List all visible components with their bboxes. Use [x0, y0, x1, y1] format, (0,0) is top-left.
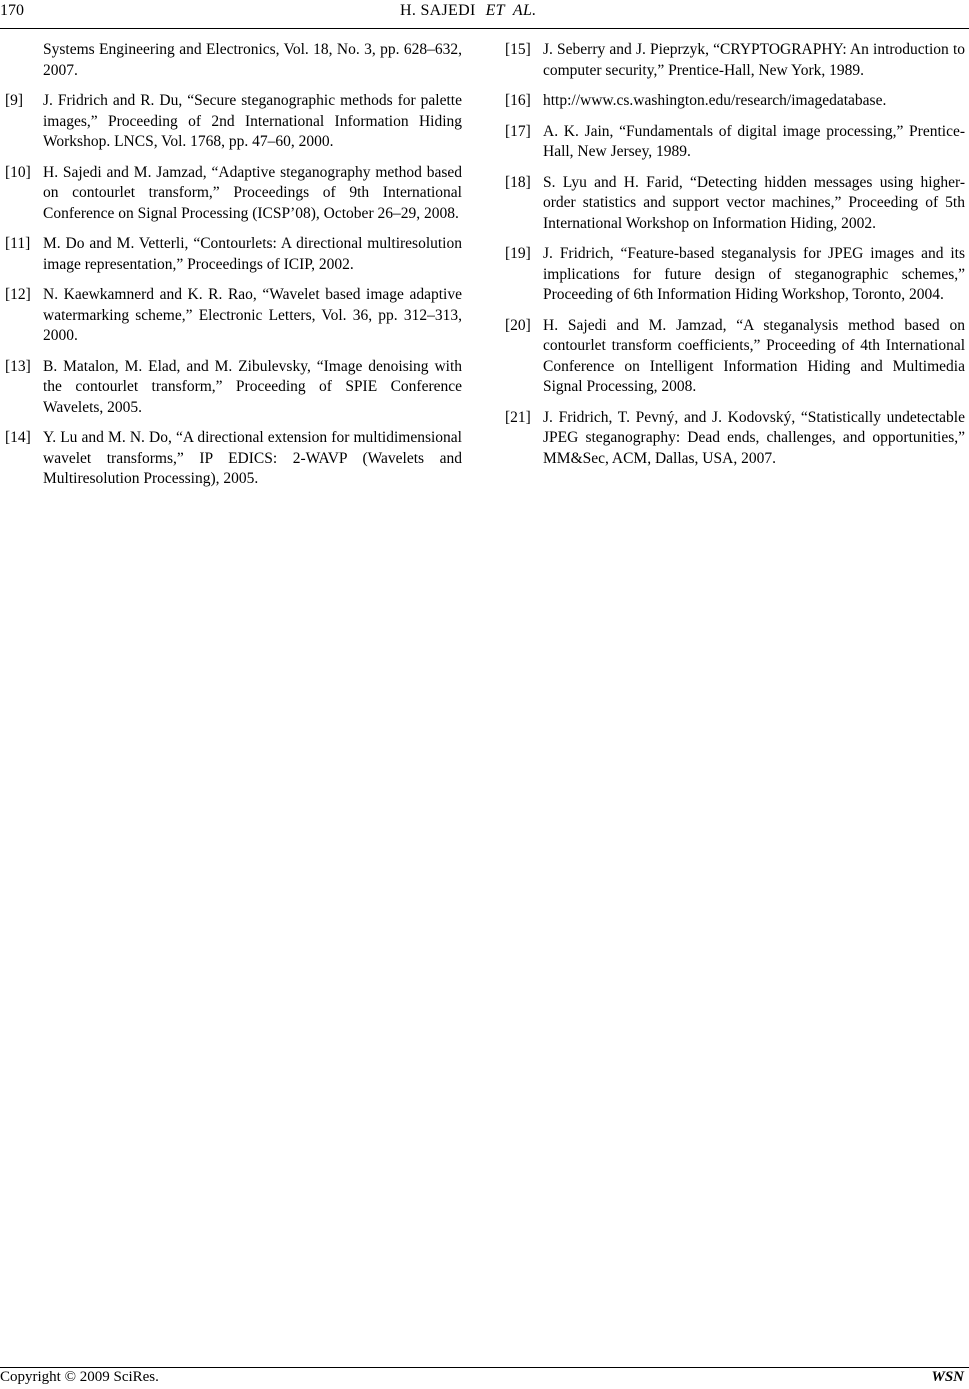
reference-item	[505, 91, 965, 112]
reference-text: B. Matalon, M. Elad, and M. Zibulevsky, “Image denoising with the contourlet transform,” Proceeding of SPIE Conference Wavelets, 2005.	[43, 357, 462, 416]
reference-number: [13]	[5, 357, 31, 375]
reference-item	[505, 408, 965, 470]
running-head	[400, 2, 536, 20]
reference-number: [21]	[505, 408, 531, 426]
reference-number: [15]	[505, 41, 531, 58]
reference-text: S. Lyu and H. Farid, “Detecting hidden messages using higher-order statistics and support vector machines,” Proceeding of 5th International Workshop on Information Hiding, 2002.	[543, 173, 965, 232]
reference-text: N. Kaewkamnerd and K. R. Rao, “Wavelet based image adaptive watermarking scheme,” Electronic Letters, Vol. 36, pp. 312–313, 2000.	[43, 286, 462, 344]
running-head-et: ET	[485, 2, 505, 19]
references-left-column	[5, 40, 462, 500]
reference-number: [20]	[505, 316, 531, 334]
page-footer	[0, 1367, 969, 1389]
reference-item	[505, 173, 965, 235]
reference-item	[5, 285, 462, 347]
reference-item	[5, 357, 462, 419]
reference-text: Y. Lu and M. N. Do, “A directional extension for multidimensional wavelet transforms,” IP EDICS: 2-WAVP (Wavelets and Multiresolution Processing), 2005.	[43, 429, 462, 487]
reference-text: Systems Engineering and Electronics, Vol. 18, No. 3, pp. 628–632, 2007.	[43, 41, 462, 79]
references-right-column	[505, 40, 965, 479]
reference-number: [17]	[505, 122, 531, 140]
reference-number: [14]	[5, 429, 31, 446]
reference-text: M. Do and M. Vetterli, “Contourlets: A directional multiresolution image representation,” Proceedings of ICIP, 2002.	[43, 235, 462, 273]
reference-number: [9]	[5, 92, 24, 109]
reference-text: http://www.cs.washington.edu/research/imagedatabase.	[543, 92, 887, 109]
reference-text: J. Fridrich and R. Du, “Secure steganographic methods for palette images,” Proceeding of 2nd International Information Hiding Workshop. LNCS, Vol. 1768, pp. 47–60, 2000.	[43, 92, 462, 150]
page-number: 170	[0, 2, 24, 19]
running-head-al: AL.	[512, 2, 537, 19]
reference-number: [10]	[5, 163, 31, 181]
copyright-notice: Copyright © 2009 SciRes.	[0, 1369, 159, 1385]
reference-item	[505, 40, 965, 81]
reference-text: J. Fridrich, “Feature-based steganalysis for JPEG images and its implications for future design of steganographic schemes,” Proceeding of 6th Information Hiding Workshop, Toronto, 2004.	[543, 245, 965, 303]
reference-item	[505, 122, 965, 163]
page-header	[0, 0, 969, 29]
reference-item	[5, 234, 462, 275]
journal-abbreviation: WSN	[931, 1369, 964, 1385]
reference-item	[5, 40, 462, 81]
reference-number: [18]	[505, 173, 531, 191]
reference-text: J. Seberry and J. Pieprzyk, “CRYPTOGRAPHY: An introduction to computer security,” Prentice-Hall, New York, 1989.	[543, 41, 965, 79]
reference-text: H. Sajedi and M. Jamzad, “Adaptive steganography method based on contourlet transform,” Proceedings of 9th International Conference on Signal Processing (ICSP’08), October 26–29, 2008.	[43, 163, 462, 222]
reference-item	[5, 91, 462, 153]
running-head-author: H. SAJEDI	[400, 2, 476, 19]
reference-text: J. Fridrich, T. Pevný, and J. Kodovský, “Statistically undetectable JPEG steganography: Dead ends, challenges, and opportunities,” MM&Sec, ACM, Dallas, USA, 2007.	[543, 408, 965, 467]
reference-item	[505, 316, 965, 398]
reference-item	[5, 163, 462, 225]
reference-text: A. K. Jain, “Fundamentals of digital image processing,” Prentice-Hall, New Jersey, 1989.	[543, 122, 965, 160]
reference-item	[5, 428, 462, 490]
reference-number: [12]	[5, 286, 31, 303]
reference-number: [11]	[5, 235, 31, 252]
reference-number: [16]	[505, 92, 531, 109]
reference-text: H. Sajedi and M. Jamzad, “A steganalysis method based on contourlet transform coefficients,” Proceeding of 4th International Conference on Intelligent Information Hiding and Multimedia Signal Processing, 2008.	[543, 316, 965, 395]
reference-item	[505, 244, 965, 306]
reference-number: [19]	[505, 245, 531, 262]
